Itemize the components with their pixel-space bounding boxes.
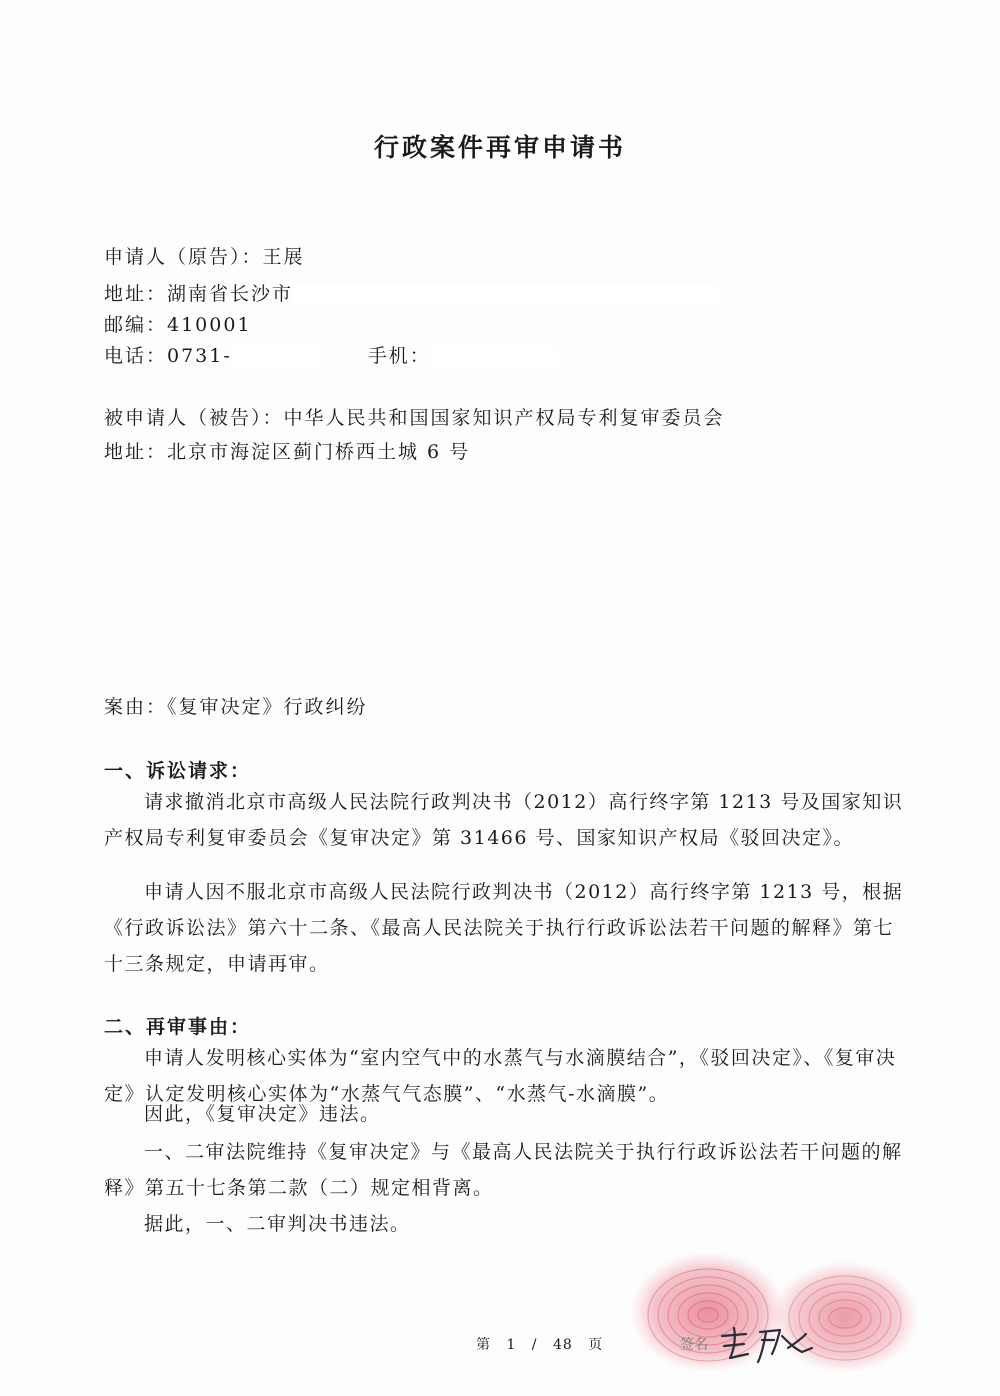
document-title: 行政案件再审申请书 — [373, 133, 626, 162]
section2-para1: 申请人发明核心实体为“室内空气中的水蒸气与水滴膜结合”，《驳回决定》、《复审决定》认定发明核心实体为“水蒸气气态膜”、“水蒸气-水滴膜”。 — [104, 1047, 897, 1105]
respondent-name: 被申请人（被告）：中华人民共和国国家知识产权局专利复审委员会 — [104, 407, 725, 429]
section2-para2: 因此，《复审决定》违法。 — [144, 1103, 381, 1125]
section2-para4: 据此，一、二审判决书违法。 — [144, 1213, 411, 1235]
respondent-address: 地址：北京市海淀区蓟门桥西土城 6 号 — [104, 441, 471, 463]
applicant-phone — [104, 341, 559, 368]
section1-heading: 一、诉讼请求： — [104, 760, 252, 782]
sign-label: 签名 — [680, 1337, 708, 1353]
handwritten-signature — [716, 1318, 816, 1368]
redaction-block — [293, 284, 719, 306]
section2-para3: 一、二审法院维持《复审决定》与《最高人民法院关于执行行政诉讼法若干问题的解释》第五十七条第二款（二）规定相背离。 — [104, 1141, 903, 1199]
applicant-address — [104, 279, 719, 306]
redaction-block — [431, 346, 559, 368]
section2-heading: 二、再审事由： — [104, 1016, 252, 1038]
page-number: 第 1 / 48 页 — [476, 1337, 604, 1353]
applicant-name: 申请人（原告）：王展 — [104, 246, 305, 268]
case-cause: 案由：《复审决定》行政纠纷 — [104, 696, 368, 718]
applicant-address-text: 地址：湖南省长沙市 — [104, 283, 294, 305]
section1-para1: 请求撤消北京市高级人民法院行政判决书（2012）高行终字第 1213 号及国家知识产权局专利复审委员会《复审决定》第 31466 号、国家知识产权局《驳回决定》。 — [104, 791, 904, 849]
phone-label: 电话：0731- — [104, 345, 232, 367]
section1-para2: 申请人因不服北京市高级人民法院行政判决书（2012）高行终字第 1213 号，根据《行政诉讼法》第六十二条、《最高人民法院关于执行行政诉讼法若干问题的解释》第七十三条规定，申请再审。 — [104, 881, 904, 975]
redaction-block — [232, 346, 322, 368]
applicant-postcode: 邮编：410001 — [104, 314, 252, 336]
mobile-label: 手机： — [367, 345, 431, 367]
